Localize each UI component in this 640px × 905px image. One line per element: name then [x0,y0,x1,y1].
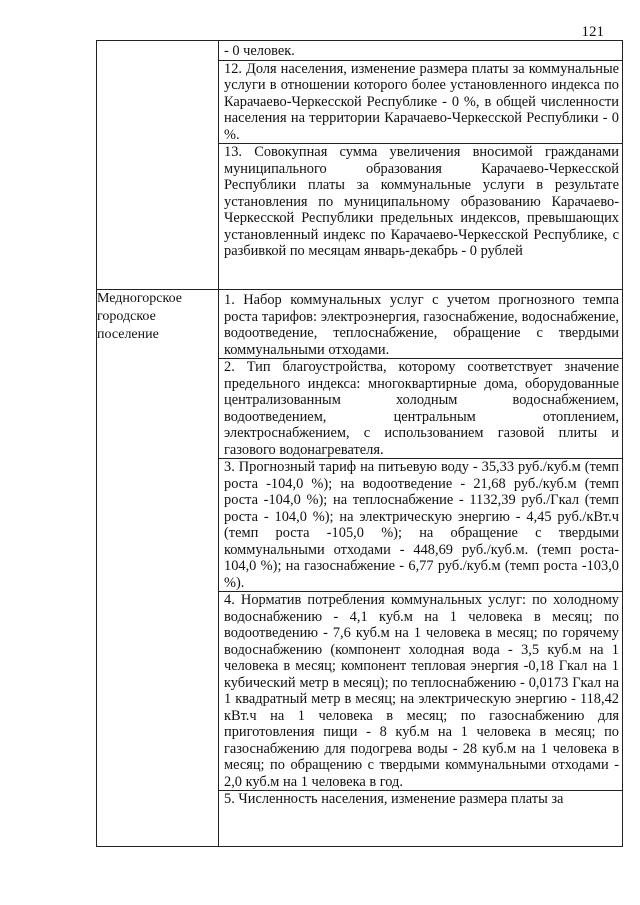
settlement-name: Медногорское городское поселение [97,291,182,342]
page-number: 121 [581,24,604,40]
paragraph-item-13: 13. Совокупная сумма увеличения вносимой гражданами муниципального образования Карачаево-Черкесской Республики платы за коммунальные услуги в результате установления по муниципальному образованию Карачаево-Черкесской Республики предельных индексов, превышающих установленный индекс по Карачаево-Черкесской Республике, с разбивкой по месяцам январь-декабрь - 0 рублей [219,143,622,260]
paragraph: - 0 человек. [224,43,295,59]
table-row [97,290,623,847]
table-row [97,41,623,290]
settlement-cell [97,41,219,290]
settlement-cell [97,290,219,847]
paragraph-item-1: 1. Набор коммунальных услуг с учетом прогнозного темпа роста тарифов: электроэнергия, газоснабжение, водоснабжение, водоотведение, теплоснабжение, обращение с твердыми коммунальными отходами. [224,292,619,358]
paragraph-item-4: 4. Норматив потребления коммунальных услуг: по холодному водоснабжению - 4,1 куб.м на 1 человека в месяц; по водоотведению - 7,6 куб.м на 1 человека в месяц; по горячему водоснабжению (компонент холодная вода - 3,5 куб.м на 1 человека в месяц; компонент тепловая энергия -0,18 Гкал на 1 кубический метр в месяц); по теплоснабжению - 0,0173 Гкал на 1 квадратный метр в месяц; на электрическую энергию - 118,42 кВт.ч на 1 человека в месяц; по газоснабжению для приготовления пищи - 8 куб.м на 1 человека в месяц; по газоснабжению для подогрева воды - 28 куб.м на 1 человека в месяц; по обращению с твердыми коммунальными отходами - 2,0 куб.м на 1 человека в год. [219,591,622,790]
paragraph-item-5: 5. Численность населения, изменение размера платы за [219,790,622,808]
details-cell [219,290,623,847]
details-cell [219,41,623,290]
indices-table [96,40,623,847]
paragraph-item-12: 12. Доля населения, изменение размера платы за коммунальные услуги в отношении которого более установленного индекса по Карачаево-Черкесской Республике - 0 %, в общей численности населения на территории Карачаево-Черкесской Республики - 0 %. [219,60,622,144]
paragraph-item-2: 2. Тип благоустройства, которому соответствует значение предельного индекса: многоквартирные дома, оборудованные централизованным холодным водоснабжением, водоотведением, центральным отоплением, электроснабжением, с использованием газовой плиты и газового водонагревателя. [219,358,622,458]
paragraph-item-3: 3. Прогнозный тариф на питьевую воду - 35,33 руб./куб.м (темп роста -104,0 %); на водоотведение - 21,68 руб./куб.м (темп роста -104,0 %); на теплоснабжение - 1132,39 руб./Гкал (темп роста - 104,0 %); на электрическую энергию - 4,45 руб./кВт.ч (темп роста -105,0 %); на обращение с твердыми коммунальными отходами - 448,69 руб./куб.м. (темп роста- 104,0 %); на газоснабжение - 6,77 руб./куб.м (темп роста -103,0 %). [219,458,622,591]
